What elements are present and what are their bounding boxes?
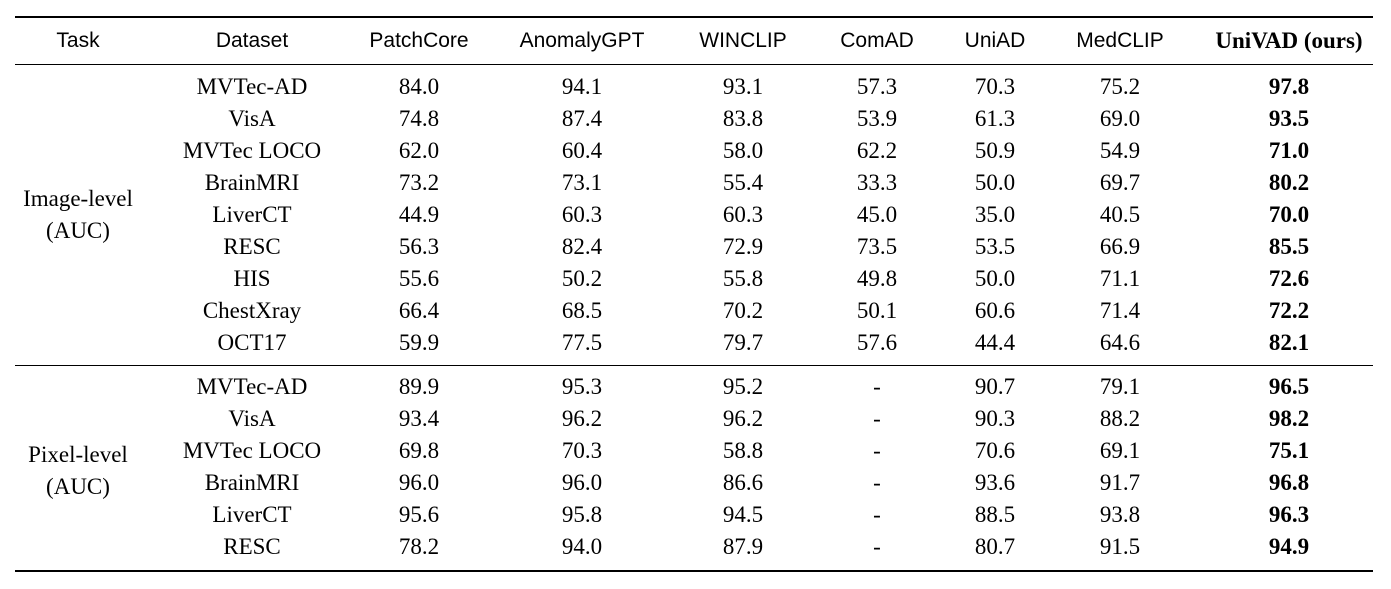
value-cell: 70.3 [561,438,603,463]
value-cell: 35.0 [974,202,1016,227]
column-header: MedCLIP [1076,29,1164,52]
value-cell: 91.7 [1099,470,1141,495]
value-cell: - [873,374,881,399]
value-cell: 89.9 [398,374,440,399]
value-cell: 94.5 [722,502,764,527]
value-cell: 93.8 [1099,502,1141,527]
dataset-cell: MVTec LOCO [182,438,322,463]
value-cell: 60.3 [561,202,603,227]
value-cell: 87.9 [722,534,764,559]
value-cell: 69.1 [1099,438,1141,463]
task-label-line: Image-level [23,186,133,211]
value-cell: 90.3 [974,406,1016,431]
value-cell: 80.7 [974,534,1016,559]
value-cell: 71.4 [1099,298,1141,323]
dataset-cell: MVTec LOCO [182,138,322,163]
best-value-cell: 94.9 [1268,534,1310,559]
dataset-cell: VisA [228,106,276,131]
value-cell: 55.4 [722,170,764,195]
value-cell: 64.6 [1099,330,1141,355]
value-cell: 95.8 [561,502,603,527]
value-cell: 70.3 [974,74,1016,99]
best-value-cell: 75.1 [1268,438,1310,463]
value-cell: 62.0 [398,138,440,163]
value-cell: 88.2 [1099,406,1141,431]
value-cell: 50.2 [561,266,603,291]
value-cell: 77.5 [561,330,603,355]
column-header: UniAD [964,29,1026,52]
best-value-cell: 98.2 [1268,406,1310,431]
column-header: Dataset [215,29,289,52]
value-cell: 94.1 [561,74,603,99]
value-cell: 75.2 [1099,74,1141,99]
header-rule [15,64,1373,65]
column-header: Task [56,29,100,52]
value-cell: 33.3 [856,170,898,195]
best-value-cell: 96.5 [1268,374,1310,399]
value-cell: 82.4 [561,234,603,259]
value-cell: 50.0 [974,266,1016,291]
value-cell: 96.0 [561,470,603,495]
value-cell: 95.6 [398,502,440,527]
value-cell: 73.5 [856,234,898,259]
value-cell: 70.6 [974,438,1016,463]
value-cell: 55.6 [398,266,440,291]
dataset-cell: BrainMRI [204,170,300,195]
value-cell: 50.0 [974,170,1016,195]
dataset-cell: MVTec-AD [196,74,308,99]
value-cell: 58.8 [722,438,764,463]
value-cell: 57.6 [856,330,898,355]
best-value-cell: 82.1 [1268,330,1310,355]
best-value-cell: 80.2 [1268,170,1310,195]
best-value-cell: 70.0 [1268,202,1310,227]
best-value-cell: 72.6 [1268,266,1310,291]
top-rule [15,16,1373,18]
value-cell: 78.2 [398,534,440,559]
value-cell: 53.9 [856,106,898,131]
value-cell: 69.8 [398,438,440,463]
value-cell: 93.6 [974,470,1016,495]
column-header: ComAD [840,29,914,52]
bottom-rule [15,570,1373,572]
value-cell: 68.5 [561,298,603,323]
task-label [23,183,133,247]
value-cell: 62.2 [856,138,898,163]
value-cell: - [873,406,881,431]
value-cell: 93.1 [722,74,764,99]
column-header: AnomalyGPT [519,29,645,52]
best-value-cell: 97.8 [1268,74,1310,99]
dataset-cell: HIS [233,266,271,291]
value-cell: 57.3 [856,74,898,99]
best-value-cell: 93.5 [1268,106,1310,131]
value-cell: 49.8 [856,266,898,291]
value-cell: 84.0 [398,74,440,99]
value-cell: - [873,502,881,527]
value-cell: 69.0 [1099,106,1141,131]
value-cell: 56.3 [398,234,440,259]
column-header: PatchCore [369,29,469,52]
value-cell: 74.8 [398,106,440,131]
dataset-cell: RESC [223,234,281,259]
value-cell: 54.9 [1099,138,1141,163]
value-cell: 69.7 [1099,170,1141,195]
best-value-cell: 72.2 [1268,298,1310,323]
value-cell: 50.9 [974,138,1016,163]
dataset-cell: LiverCT [212,502,292,527]
value-cell: 79.1 [1099,374,1141,399]
task-label-line: (AUC) [46,218,110,243]
value-cell: 72.9 [722,234,764,259]
value-cell: 59.9 [398,330,440,355]
best-value-cell: 96.3 [1268,502,1310,527]
value-cell: 96.0 [398,470,440,495]
task-label [28,439,128,503]
dataset-cell: ChestXray [202,298,302,323]
value-cell: 95.2 [722,374,764,399]
value-cell: 66.4 [398,298,440,323]
value-cell: 93.4 [398,406,440,431]
value-cell: 87.4 [561,106,603,131]
value-cell: 44.4 [974,330,1016,355]
column-header: UniVAD (ours) [1215,28,1363,53]
dataset-cell: LiverCT [212,202,292,227]
dataset-cell: OCT17 [217,330,287,355]
value-cell: 86.6 [722,470,764,495]
task-label-line: (AUC) [46,474,110,499]
value-cell: 83.8 [722,106,764,131]
value-cell: 88.5 [974,502,1016,527]
value-cell: - [873,470,881,495]
value-cell: - [873,438,881,463]
value-cell: 94.0 [561,534,603,559]
value-cell: - [873,534,881,559]
dataset-cell: BrainMRI [204,470,300,495]
value-cell: 44.9 [398,202,440,227]
value-cell: 61.3 [974,106,1016,131]
value-cell: 73.2 [398,170,440,195]
column-header: WINCLIP [699,29,787,52]
value-cell: 50.1 [856,298,898,323]
value-cell: 91.5 [1099,534,1141,559]
task-label-line: Pixel-level [28,442,128,467]
best-value-cell: 85.5 [1268,234,1310,259]
value-cell: 70.2 [722,298,764,323]
value-cell: 79.7 [722,330,764,355]
value-cell: 71.1 [1099,266,1141,291]
value-cell: 90.7 [974,374,1016,399]
value-cell: 60.3 [722,202,764,227]
value-cell: 66.9 [1099,234,1141,259]
value-cell: 95.3 [561,374,603,399]
dataset-cell: VisA [228,406,276,431]
dataset-cell: RESC [223,534,281,559]
value-cell: 45.0 [856,202,898,227]
value-cell: 96.2 [722,406,764,431]
value-cell: 53.5 [974,234,1016,259]
value-cell: 73.1 [561,170,603,195]
best-value-cell: 71.0 [1268,138,1310,163]
value-cell: 55.8 [722,266,764,291]
section-rule [15,365,1373,366]
value-cell: 60.4 [561,138,603,163]
dataset-cell: MVTec-AD [196,374,308,399]
value-cell: 60.6 [974,298,1016,323]
value-cell: 40.5 [1099,202,1141,227]
value-cell: 58.0 [722,138,764,163]
value-cell: 96.2 [561,406,603,431]
best-value-cell: 96.8 [1268,470,1310,495]
